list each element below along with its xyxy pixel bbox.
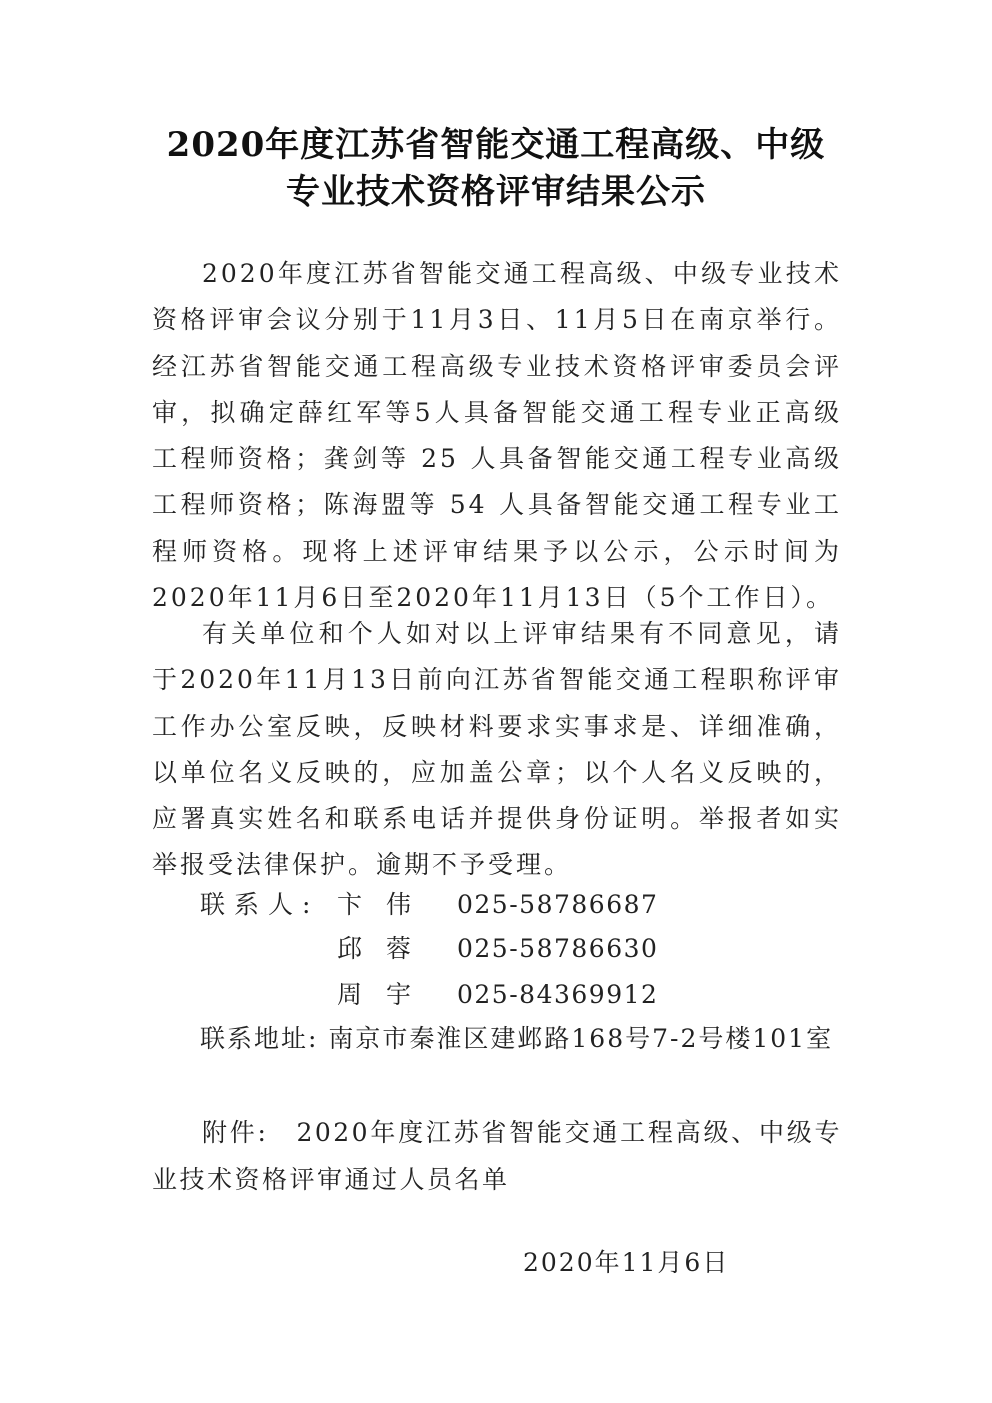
body-paragraph-2: 有关单位和个人如对以上评审结果有不同意见，请于2020年11月13日前向江苏省智能交通工程职称评审工作办公室反映，反映材料要求实事求是、详细准确，以单位名义反映的，应加盖公章；以个人名义反映的，应署真实姓名和联系电话并提供身份证明。举报者如实举报受法律保护。逾期不予受理。 (152, 619, 842, 880)
contact-address (200, 1016, 833, 1062)
document-title-line-2: 专业技术资格评审结果公示 (286, 172, 706, 212)
attachment-label: 附件: (202, 1118, 269, 1147)
document-date: 2020年11月6日 (523, 1248, 730, 1277)
contact-name: 周宇 (337, 980, 436, 1009)
attachment-text: 2020年度江苏省智能交通工程高级、中级专业技术资格评审通过人员名单 (152, 1118, 842, 1194)
contact-name: 邱蓉 (337, 934, 436, 963)
contact-phone: 025-84369912 (457, 980, 659, 1009)
contact-phone: 025-58786687 (457, 890, 659, 919)
attachment-note (152, 1109, 842, 1203)
address-value: 南京市秦淮区建邺路168号7-2号楼101室 (328, 1024, 834, 1053)
body-paragraph-1: 2020年度江苏省智能交通工程高级、中级专业技术资格评审会议分别于11月3日、11月5日在南京举行。经江苏省智能交通工程高级专业技术资格评审委员会评审，拟确定薛红军等5人具备智能交通工程专业正高级工程师资格；龚剑等 25 人具备智能交通工程专业高级工程师资格；陈海盟等 54 人具备智能交通工程专业工程师资格。现将上述评审结果予以公示，公示时间为2020年11月6日至2020年11月13日（5个工作日）。 (152, 259, 842, 613)
contact-name: 卞伟 (337, 890, 436, 919)
document-title-line-1: 2020年度江苏省智能交通工程高级、中级 (166, 125, 826, 165)
address-label: 联系地址: (200, 1024, 319, 1053)
contact-phone: 025-58786630 (457, 934, 659, 963)
contact-label: 联系人: (200, 890, 320, 919)
